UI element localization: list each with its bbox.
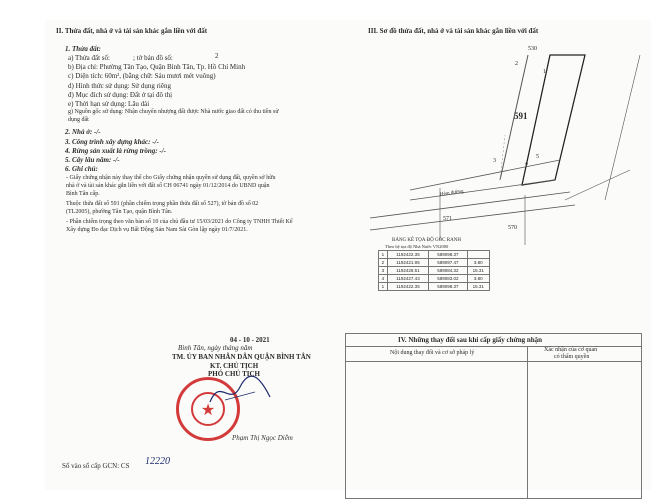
map-sheet-label: ; tờ bản đồ số: bbox=[133, 54, 173, 62]
authority-col-label: Xác nhận của cơ quan bbox=[544, 347, 598, 353]
note-line: nhà ở và tài sản khác gắn liền với đất số CH 06741 ngày 01/12/2014 do UBND quận bbox=[66, 183, 270, 189]
coord-cell: 589098.37 bbox=[429, 251, 467, 259]
coord-cell: 589083.02 bbox=[429, 275, 467, 283]
coord-cell: 15.31 bbox=[467, 267, 489, 275]
vertex-label: 5 bbox=[536, 154, 539, 160]
other-construction-item: 3. Công trình xây dựng khác: -/- bbox=[65, 138, 159, 146]
registration-label: Số vào sổ cấp GCN: CS bbox=[62, 462, 130, 470]
vertex-label: 3 bbox=[493, 158, 496, 164]
coord-cell: 3.80 bbox=[467, 275, 489, 283]
coord-row bbox=[379, 259, 490, 267]
authority-column-header bbox=[528, 346, 641, 362]
coord-cell: 3.80 bbox=[467, 259, 489, 267]
coords-subtitle: Theo hệ tọa độ Nhà Nước VN2000 bbox=[385, 244, 449, 249]
plot-label-main: 591 bbox=[514, 111, 528, 121]
coord-cell: 1192421.95 bbox=[387, 259, 429, 267]
note-line: - Phần chiếm trọng theo văn bản số 10 của chủ đầu tư 15/03/2021 do Công ty TNHH Thiết Kế bbox=[66, 219, 293, 225]
signature bbox=[205, 372, 275, 412]
coords-title: BẢNG KÊ TỌA ĐỘ GÓC RANH bbox=[392, 238, 461, 243]
coord-cell bbox=[467, 251, 489, 259]
plot-diagram bbox=[350, 40, 650, 250]
house-item: 2. Nhà ở: -/- bbox=[65, 128, 101, 136]
changes-column-header bbox=[346, 346, 528, 362]
note-line: - Giấy chứng nhận này thay thế cho Giấy chứng nhận quyền sử dụng đất, quyền sở hữu bbox=[66, 175, 276, 181]
deputy-title: KT. CHỦ TỊCH bbox=[210, 362, 259, 370]
coord-cell: 589098.37 bbox=[429, 283, 467, 291]
section2-title: II. Thửa đất, nhà ở và tài sản khác gắn liền với đất bbox=[56, 27, 208, 35]
coord-cell: 1192422.35 bbox=[387, 251, 429, 259]
note-line: Xây dựng Đo đạc Dịch vụ Bất Động Sản Nam Sài Gòn lập ngày 01/7/2021. bbox=[66, 227, 248, 233]
vice-chair-title: PHÓ CHỦ TỊCH bbox=[208, 370, 260, 378]
registration-number: 12220 bbox=[145, 456, 170, 467]
coord-cell: 3 bbox=[379, 267, 388, 275]
use-form: d) Hình thức sử dụng: Sử dụng riêng bbox=[68, 82, 171, 90]
map-sheet-value: 2 bbox=[215, 52, 219, 60]
coord-cell: 1192422.35 bbox=[387, 283, 429, 291]
note-line: Bình Tân cấp. bbox=[66, 191, 100, 197]
note-line: Thuộc thửa đất số 591 (phần chiếm trọng phần thửa đất số 527), tờ bản đồ số 02 bbox=[66, 201, 259, 207]
land-plot-heading: 1. Thửa đất: bbox=[65, 45, 101, 53]
vertex-label: 1 bbox=[543, 69, 546, 75]
column-divider bbox=[527, 362, 528, 498]
plot-label: 530 bbox=[528, 46, 537, 52]
authority-col-label: có thẩm quyền bbox=[554, 354, 590, 360]
plot-label: 571 bbox=[443, 216, 452, 222]
coord-row bbox=[379, 283, 490, 291]
forest-item: 4. Rừng sản xuất là rừng trồng: -/- bbox=[65, 147, 166, 155]
section-4-table bbox=[345, 333, 642, 499]
note-line: (TL2005), phường Tân Tạo, quận Bình Tân. bbox=[66, 209, 173, 215]
coord-row bbox=[379, 251, 490, 259]
use-purpose: đ) Mục đích sử dụng: Đất ở tại đô thị bbox=[68, 91, 173, 99]
coord-cell: 1 bbox=[379, 251, 388, 259]
coord-row bbox=[379, 275, 490, 283]
coord-cell: 15.31 bbox=[467, 283, 489, 291]
signer-name: Phạm Thị Ngọc Diễm bbox=[232, 434, 293, 442]
plot-number: a) Thửa đất số: bbox=[68, 54, 110, 62]
coord-row bbox=[379, 267, 490, 275]
issuing-org: TM. ỦY BAN NHÂN DÂN QUẬN BÌNH TÂN bbox=[172, 353, 311, 361]
use-origin: g) Nguồn gốc sử dụng: Nhận chuyển nhượng đất được Nhà nước giao đất có thu tiền sử bbox=[68, 109, 279, 115]
issue-place: Bình Tân, ngày tháng năm bbox=[178, 344, 253, 352]
section3-title: III. Sơ đồ thửa đất, nhà ở và tài sản khác gắn liền với đất bbox=[368, 27, 539, 35]
coord-cell: 1192427.43 bbox=[387, 275, 429, 283]
use-term: e) Thời hạn sử dụng: Lâu dài bbox=[68, 100, 150, 108]
plot-label: 570 bbox=[508, 225, 517, 231]
coord-cell: 589084.32 bbox=[429, 267, 467, 275]
coordinates-table bbox=[378, 250, 490, 291]
coord-cell: 1 bbox=[379, 283, 388, 291]
use-origin-cont: dụng đất bbox=[68, 117, 89, 123]
vertex-label: 2 bbox=[515, 61, 518, 67]
section4-title: IV. Những thay đổi sau khi cấp giấy chứng nhận bbox=[398, 336, 543, 344]
perennial-tree-item: 5. Cây lâu năm: -/- bbox=[65, 156, 120, 164]
coord-cell: 589097.47 bbox=[429, 259, 467, 267]
coord-cell: 4 bbox=[379, 275, 388, 283]
coord-cell: 1192428.51 bbox=[387, 267, 429, 275]
plot-address: b) Địa chỉ: Phường Tân Tạo, Quận Bình Tân, Tp. Hồ Chí Minh bbox=[68, 63, 246, 71]
plot-area: c) Diện tích: 60m², (bằng chữ: Sáu mươi mét vuông) bbox=[68, 72, 216, 80]
road-label: Hẻm đường bbox=[439, 189, 464, 198]
issue-date: 04 - 10 - 2021 bbox=[230, 336, 270, 344]
official-seal: ★ bbox=[176, 377, 240, 441]
notes-heading: 6. Ghi chú: bbox=[65, 165, 98, 173]
changes-col-label: Nội dung thay đổi và cơ sở pháp lý bbox=[390, 350, 475, 356]
vertex-label: 4 bbox=[525, 161, 528, 167]
coord-cell: 2 bbox=[379, 259, 388, 267]
